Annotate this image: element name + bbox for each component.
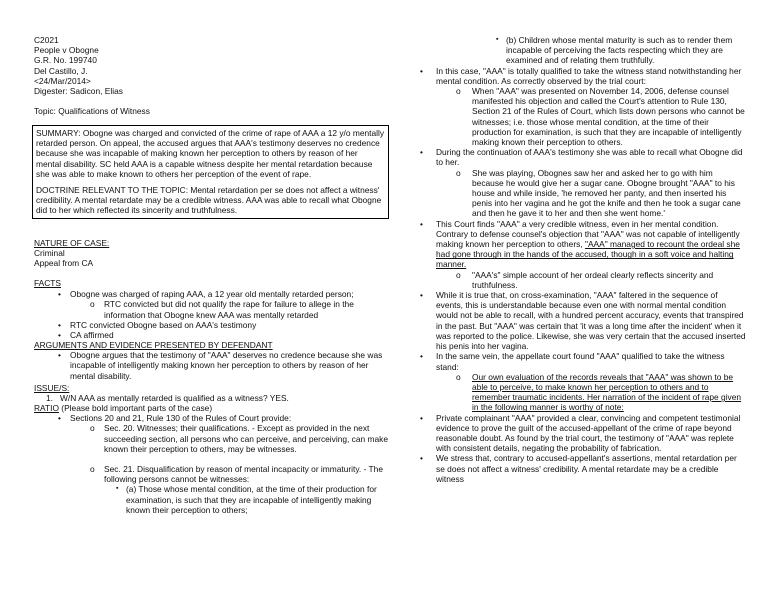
- facts-item-1-sub: o RTC convicted but did not qualify the rape for failure to allege in the information that Obogne knew AAA was mentally retarded: [34, 299, 388, 319]
- ratio-item-1: • Sections 20 and 21, Rule 130 of the Rules of Court provide:: [34, 413, 388, 423]
- ponente: Del Castillo, J.: [34, 65, 88, 76]
- ratio-r4: • While it is true that, on cross-examination, "AAA" faltered in the sequence of events, this is understandable because even one with normal mental condition would not be able to recall, with a hundred percent accuracy, events that transpired in the past. But "AAA" was certain that 'it was a long time after the incident' when it was reported to the police. Likewise, she was very certain that the accused inserted his penis into her vagina.: [410, 290, 746, 351]
- issues-heading: ISSUE/S:: [34, 383, 70, 393]
- arguments-item-1: • Obogne argues that the testimony of "AAA" deserves no credence because she was incapable of intelligently making known her perception to others by reason of her mental disability.: [34, 350, 388, 381]
- topic: Topic: Qualifications of Witness: [34, 106, 150, 116]
- case-title: People v Obogne: [34, 45, 99, 56]
- ratio-r3: [410, 219, 746, 270]
- case-date: <24/Mar/2014>: [34, 75, 91, 86]
- facts-item-2: • RTC convicted Obogne based on AAA's testimony: [34, 320, 388, 330]
- digester: Digester: Sadicon, Elias: [34, 86, 123, 97]
- sec21b-text: ▪ (b) Children whose mental maturity is such as to render them incapable of perceiving the facts respecting which they are examined and of relating them truthfully.: [410, 35, 746, 66]
- ratio-r2: • During the continuation of AAA's testimony she was able to recall what Obogne did to her.: [410, 147, 746, 167]
- sec21a-text: ▪ (a) Those whose mental condition, at the time of their production for examination, is such that they are incapable of intelligently making known their perception to others;: [34, 484, 388, 515]
- gr-number: G.R. No. 199740: [34, 55, 97, 66]
- issue-text: W/N AAA as mentally retarded is qualified as a witness? YES.: [60, 393, 289, 404]
- case-code: C2021: [34, 35, 59, 45]
- arguments-section: [34, 340, 388, 381]
- ratio-r6: • Private complainant "AAA" provided a clear, convincing and competent testimonial evidence to prove the guilt of the accused-appellant of the crime of rape beyond reasonable doubt. As found by the trial court, the testimony of "AAA" was replete with consistent details, negating the probability of fabrication.: [410, 413, 746, 454]
- ratio-section: [34, 403, 388, 515]
- ratio-r3-underlined: "AAA" managed to recount the ordeal she had gone through in the hands of the accused, though in a soft voice and halting manner.: [436, 239, 740, 270]
- summary-box: [32, 125, 389, 219]
- sec20-text: o Sec. 20. Witnesses; their qualifications. - Except as provided in the next succeeding section, all persons who can perceive, and perceiving, can make known their perception to others, may be witnesses.: [34, 423, 388, 454]
- case-header: [34, 35, 388, 96]
- ratio-heading: RATIO: [34, 403, 59, 413]
- ratio-r1: • In this case, "AAA" is totally qualified to take the witness stand notwithstanding her mental condition. As correctly observed by the trial court:: [410, 66, 746, 86]
- ratio-r5-sub: o Our own evaluation of the records reveals that "AAA" was shown to be able to perceive, to make known her perception to others and to remember traumatic incidents. Her narration of the incident of rape given in the following manner is worthy of note:: [410, 372, 746, 413]
- ratio-r1-sub: o When "AAA" was presented on November 14, 2006, defense counsel manifested his objection and called the Court's attention to Rule 130, Section 21 of the Rules of Court, which lists down persons who cannot be witnesses; i.e. those whose mental condition, at the time of their production for examination, is such that they are incapable of intelligently making known their perception to others.: [410, 86, 746, 147]
- issue-item-1: [34, 393, 388, 403]
- facts-item-3: • CA affirmed: [34, 330, 388, 340]
- summary-text: SUMMARY: Obogne was charged and convicted of the crime of rape of AAA a 12 y/o mentally retarded person. On appeal, the accused argues that AAA's testimony deserves no credence because she was incapable of making known her perception to others by reason of her mental disability. SC held AAA is a capable witness despite her mental retardation because she was able to make known to others her perception of the event of rape.: [36, 128, 385, 179]
- ratio-r7: • We stress that, contrary to accused-appellant's assertions, mental retardation per se does not affect a witness' credibility. A mental retardate may be a credible witness: [410, 453, 746, 484]
- sec21-text: o Sec. 21. Disqualification by reason of mental incapacity or immaturity. - The following persons cannot be witnesses:: [34, 464, 388, 484]
- arguments-heading: ARGUMENTS AND EVIDENCE PRESENTED BY DEFENDANT: [34, 340, 273, 350]
- ratio-r5: • In the same vein, the appellate court found "AAA" qualified to take the witness stand:: [410, 351, 746, 371]
- issue-number: 1.: [46, 393, 53, 404]
- facts-item-1: • Obogne was charged of raping AAA, a 12 year old mentally retarded person;: [34, 289, 388, 299]
- nature-section: [34, 238, 388, 269]
- issues-section: [34, 383, 388, 403]
- nature-line-1: Criminal: [34, 248, 65, 259]
- ratio-note: (Please bold important parts of the case): [58, 403, 213, 413]
- facts-section: [34, 278, 388, 340]
- doctrine-text: DOCTRINE RELEVANT TO THE TOPIC: Mental retardation per se does not affect a witness' credibility. A mental retardate may be a credible witness. AAA was able to recall what Obogne did to her which reflected its sincerity and truthfulness.: [36, 185, 382, 216]
- ratio-r3-plain: This Court finds "AAA" a very credible witness, even in her mental condition. Contrary to defense counsel's objection that "AAA" was not capable of intelligently making known her perception to others,: [436, 218, 740, 250]
- nature-line-2: Appeal from CA: [34, 258, 94, 269]
- facts-heading: FACTS: [34, 278, 61, 288]
- nature-heading: NATURE OF CASE:: [34, 238, 110, 248]
- ratio-r2-sub: o She was playing, Obognes saw her and asked her to go with him because he would give her a sugar cane. Obogne brought "AAA" to his house and while inside, 'he removed her panty, and then inserted his penis into her vagina and he got the knife and then he took a sugar cane and then he gave it to her and then she went home.': [410, 168, 746, 219]
- right-column-text: [410, 35, 746, 484]
- ratio-r3-sub: o "AAA's" simple account of her ordeal clearly reflects sincerity and truthfulness.: [410, 270, 746, 290]
